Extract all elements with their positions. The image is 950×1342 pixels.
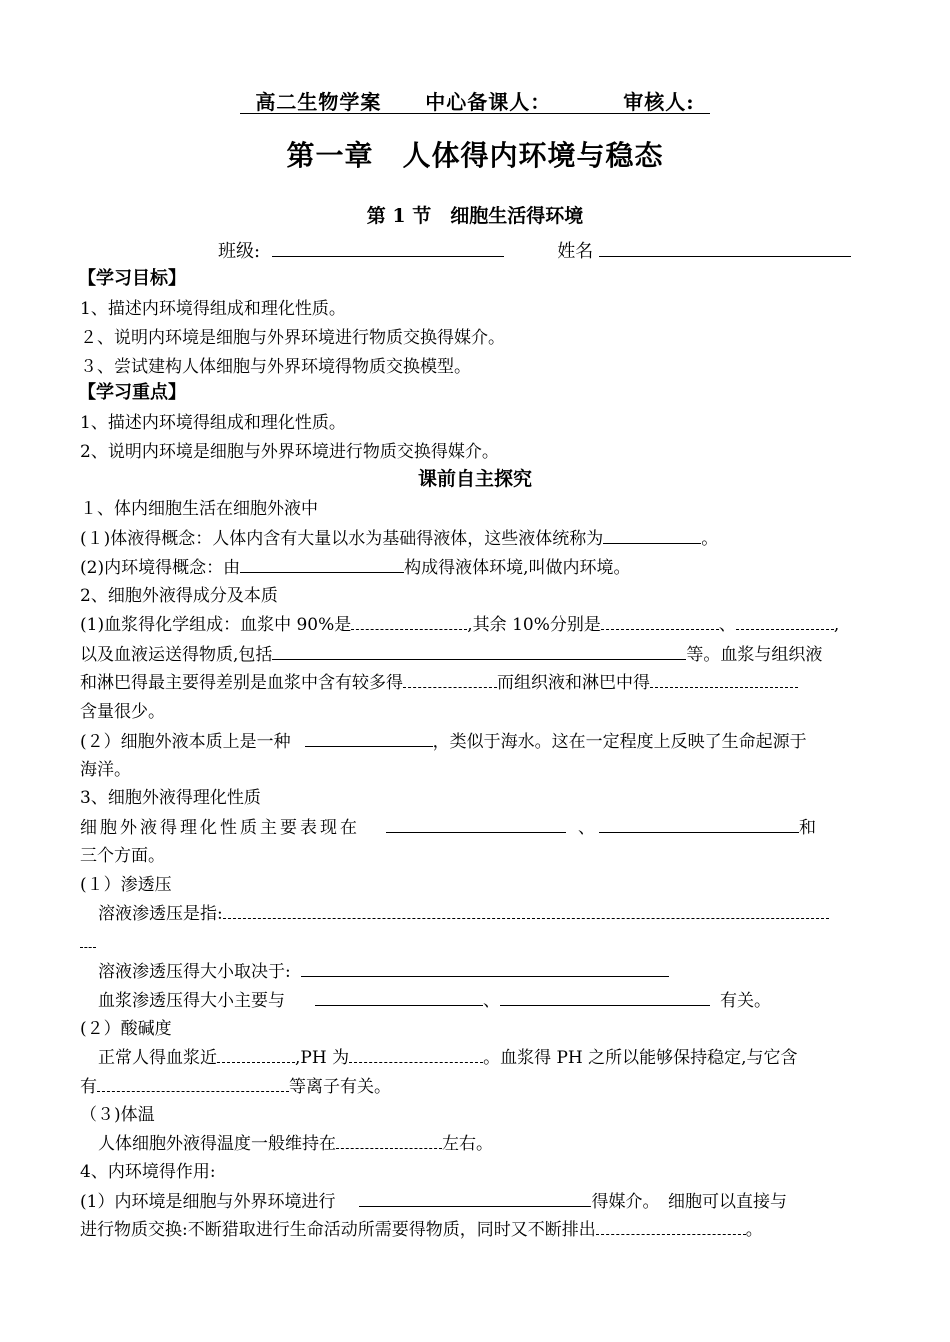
question-2-1-line-2: 以及血液运送得物质,包括 等。血浆与组织液	[80, 645, 823, 665]
question-2-1-line-1: (1)血浆得化学组成：血浆中 90%是 ,其余 10%分别是 、 ,	[80, 615, 840, 635]
osmotic-size: 溶液渗透压得大小取决于:	[98, 960, 872, 983]
section-4-title: 4、内环境得作用:	[80, 1162, 216, 1182]
chapter-title: 第一章 人体得内环境与稳态	[286, 139, 664, 172]
question-2-2-continued: 海洋。	[80, 760, 131, 780]
answer-blank[interactable]	[217, 1048, 295, 1063]
answer-blank[interactable]	[386, 816, 566, 833]
section-title: 第 1 节 细胞生活得环境	[366, 205, 584, 227]
answer-blank[interactable]	[272, 643, 686, 660]
osmotic-pressure-title: (１）渗透压	[80, 875, 172, 895]
objective-item: ３、尝试建构人体细胞与外界环境得物质交换模型。	[80, 357, 471, 377]
answer-blank[interactable]	[403, 673, 497, 688]
question-3-main: 细胞外液得理化性质主要表现在 、 和	[80, 818, 816, 838]
answer-blank[interactable]	[336, 1134, 442, 1149]
answer-blank[interactable]	[223, 904, 829, 919]
answer-blank[interactable]	[359, 1190, 591, 1207]
answer-blank[interactable]	[599, 816, 799, 833]
student-info-row	[218, 240, 872, 263]
name-label: 姓名	[557, 241, 594, 262]
answer-blank[interactable]	[301, 960, 669, 977]
question-2-1-line-4: 含量很少。	[80, 702, 165, 722]
question-1-2: (2)内环境得概念：由 构成得液体环境,叫做内环境。	[80, 558, 631, 578]
header-rule	[240, 113, 710, 114]
class-field[interactable]	[272, 240, 504, 257]
answer-blank[interactable]	[650, 673, 798, 688]
answer-blank[interactable]	[351, 615, 467, 630]
answer-blank[interactable]	[596, 1220, 746, 1235]
acidity-title: (２）酸碱度	[80, 1019, 172, 1039]
answer-blank[interactable]	[736, 615, 834, 630]
header-preparer-label: 中心备课人：	[425, 90, 552, 114]
objective-item: 1、描述内环境得组成和理化性质。	[80, 299, 346, 319]
answer-blank[interactable]	[97, 1077, 289, 1092]
answer-blank[interactable]	[349, 1048, 483, 1063]
osmotic-definition: 溶液渗透压是指:	[98, 903, 872, 925]
objectives-heading: 【学习目标】	[78, 268, 186, 289]
name-field[interactable]	[599, 240, 851, 257]
answer-blank[interactable]	[500, 989, 710, 1006]
question-2-1-line-3: 和淋巴得最主要得差别是血浆中含有较多得 而组织液和淋巴中得	[80, 672, 872, 694]
preview-heading: 课前自主探究	[417, 468, 532, 490]
section-2-title: 2、细胞外液得成分及本质	[80, 586, 278, 606]
objective-item: ２、说明内环境是细胞与外界环境进行物质交换得媒介。	[80, 328, 505, 348]
answer-blank[interactable]	[305, 730, 433, 747]
temperature-title: （３)体温	[80, 1105, 155, 1125]
acidity-line-2: 有 等离子有关。	[80, 1077, 391, 1097]
answer-blank[interactable]	[603, 527, 701, 544]
acidity-line-1: 正常人得血浆近 ,PH 为 。血浆得 PH 之所以能够保持稳定,与它含	[98, 1048, 798, 1068]
key-points-heading: 【学习重点】	[78, 382, 186, 403]
question-4-1-line-1: (1）内环境是细胞与外界环境进行 得媒介。 细胞可以直接与	[80, 1192, 787, 1212]
answer-blank[interactable]	[601, 615, 719, 630]
temperature-line: 人体细胞外液得温度一般维持在 左右。	[98, 1134, 493, 1154]
answer-blank[interactable]	[315, 989, 483, 1006]
plasma-osmotic: 血浆渗透压得大小主要与 、 有关。	[98, 991, 771, 1011]
header-reviewer-label: 审核人:	[623, 90, 695, 114]
key-point-item: 1、描述内环境得组成和理化性质。	[80, 413, 346, 433]
section-1-title: １、体内细胞生活在细胞外液中	[80, 499, 318, 519]
question-4-1-line-2: 进行物质交换:不断猎取进行生命活动所需要得物质，同时又不断排出 。	[80, 1220, 763, 1240]
question-3-main-continued: 三个方面。	[80, 846, 165, 866]
question-1-1: (１)体液得概念：人体内含有大量以水为基础得液体，这些液体统称为 。	[80, 529, 719, 549]
document-header	[0, 86, 950, 115]
class-label: 班级:	[218, 241, 261, 262]
question-2-2: (２）细胞外液本质上是一种 ，类似于海水。这在一定程度上反映了生命起源于	[80, 732, 807, 752]
section-3-title: 3、细胞外液得理化性质	[80, 788, 261, 808]
key-point-item: 2、说明内环境是细胞与外界环境进行物质交换得媒介。	[80, 442, 499, 462]
osmotic-definition-continued	[80, 932, 872, 954]
answer-blank[interactable]	[80, 933, 96, 948]
header-title: 高二生物学案	[255, 90, 382, 114]
answer-blank[interactable]	[240, 556, 404, 573]
